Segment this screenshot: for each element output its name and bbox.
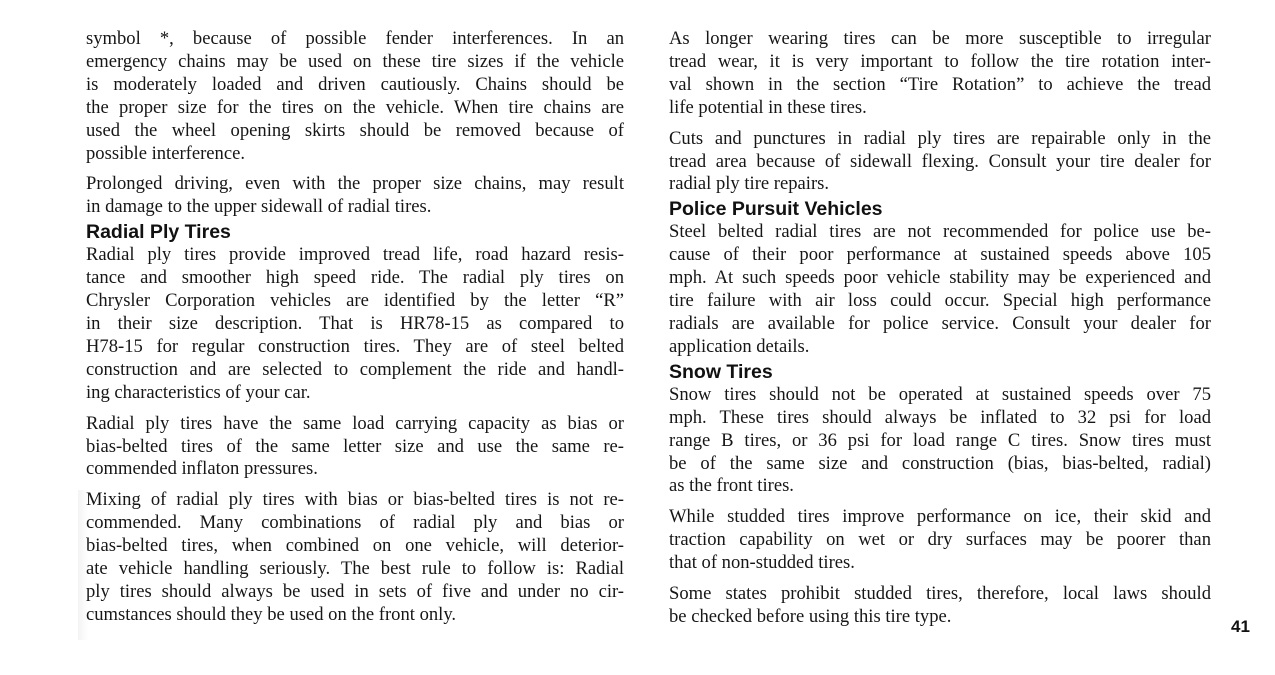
paragraph-studded-tires <box>669 506 1211 575</box>
text-line: H78-15 for regular construction tires. They are of steel belted <box>86 335 624 357</box>
text-line: Steel belted radial tires are not recommended for police use be- <box>669 221 1211 243</box>
paragraph-police-use <box>669 221 1211 358</box>
text-line: mph. At such speeds poor vehicle stability may be experienced and <box>669 267 1211 289</box>
text-line: mph. These tires should always be inflated to 32 psi for load <box>669 406 1211 428</box>
text-line: bias-belted tires, when combined on one vehicle, will deterior- <box>86 535 624 557</box>
section-heading-police-pursuit-vehicles: Police Pursuit Vehicles <box>669 198 883 221</box>
text-line: tread area because of sidewall flexing. Consult your tire dealer for <box>669 150 1211 172</box>
text-line: Cuts and punctures in radial ply tires are repairable only in the <box>669 127 1211 149</box>
paragraph-chains-interference <box>86 28 624 165</box>
text-line: as the front tires. <box>669 475 794 497</box>
text-line: tance and smoother high speed ride. The radial ply tires on <box>86 267 624 289</box>
left-column <box>86 28 624 635</box>
text-line: val shown in the section “Tire Rotation” to achieve the tread <box>669 73 1211 95</box>
text-line: Some states prohibit studded tires, therefore, local laws should <box>669 583 1211 605</box>
text-line: commended. Many combinations of radial ply and bias or <box>86 512 624 534</box>
text-line: Prolonged driving, even with the proper size chains, may result <box>86 173 624 195</box>
right-column <box>669 28 1211 637</box>
paragraph-load-capacity <box>86 413 624 482</box>
text-line: that of non-studded tires. <box>669 552 855 574</box>
text-line: ate vehicle handling seriously. The best rule to follow is: Radial <box>86 558 624 580</box>
text-line: range B tires, or 36 psi for load range C tires. Snow tires must <box>669 429 1211 451</box>
text-line: cause of their poor performance at sustained speeds above 105 <box>669 244 1211 266</box>
paragraph-cuts-punctures <box>669 128 1211 197</box>
paragraph-state-laws <box>669 583 1211 629</box>
paragraph-tread-wear <box>669 28 1211 120</box>
text-line: cumstances should they be used on the front only. <box>86 603 457 625</box>
text-line: Radial ply tires have the same load carrying capacity as bias or <box>86 412 624 434</box>
paragraph-mixing-tires <box>86 489 624 626</box>
text-line: radials are available for police service. Consult your dealer for <box>669 312 1211 334</box>
page-number: 41 <box>1231 617 1250 636</box>
text-line: tread wear, it is very important to follow the tire rotation inter- <box>669 50 1211 72</box>
text-line: Chrysler Corporation vehicles are identified by the letter “R” <box>86 290 624 312</box>
text-line: ing characteristics of your car. <box>86 381 311 403</box>
text-line: bias-belted tires of the same letter size and use the same re- <box>86 435 624 457</box>
text-line: used the wheel opening skirts should be removed because of <box>86 119 624 141</box>
text-line: possible interference. <box>86 142 246 164</box>
section-heading-radial-ply-tires: Radial Ply Tires <box>86 221 231 244</box>
paragraph-prolonged-driving <box>86 173 624 219</box>
text-line: ply tires should always be used in sets of five and under no cir- <box>86 580 624 602</box>
text-line: the proper size for the tires on the vehicle. When tire chains are <box>86 96 624 118</box>
text-line: symbol *, because of possible fender interferences. In an <box>86 28 624 49</box>
text-line: in damage to the upper sidewall of radial tires. <box>86 196 432 218</box>
section-heading-snow-tires: Snow Tires <box>669 360 773 383</box>
text-line: As longer wearing tires can be more susceptible to irregular <box>669 28 1211 49</box>
text-line: application details. <box>669 335 810 357</box>
text-line: tire failure with air loss could occur. Special high performance <box>669 290 1211 312</box>
text-line: traction capability on wet or dry surfaces may be poorer than <box>669 529 1211 551</box>
paragraph-radial-intro <box>86 244 624 404</box>
text-line: emergency chains may be used on these tire sizes if the vehicle <box>86 50 624 72</box>
text-line: Snow tires should not be operated at sustained speeds over 75 <box>669 383 1211 405</box>
text-line: commended inflaton pressures. <box>86 458 318 480</box>
text-line: While studded tires improve performance on ice, their skid and <box>669 506 1211 528</box>
text-line: be of the same size and construction (bias, bias-belted, radial) <box>669 452 1211 474</box>
text-line: Mixing of radial ply tires with bias or bias-belted tires is not re- <box>86 489 624 511</box>
text-line: is moderately loaded and driven cautiously. Chains should be <box>86 73 624 95</box>
text-line: construction and are selected to complement the ride and handl- <box>86 358 624 380</box>
paragraph-snow-speed <box>669 384 1211 499</box>
text-line: in their size description. That is HR78-15 as compared to <box>86 312 624 334</box>
text-line: life potential in these tires. <box>669 96 867 118</box>
text-line: Radial ply tires provide improved tread life, road hazard resis- <box>86 244 624 266</box>
text-line: radial ply tire repairs. <box>669 173 830 195</box>
text-line: be checked before using this tire type. <box>669 605 952 627</box>
